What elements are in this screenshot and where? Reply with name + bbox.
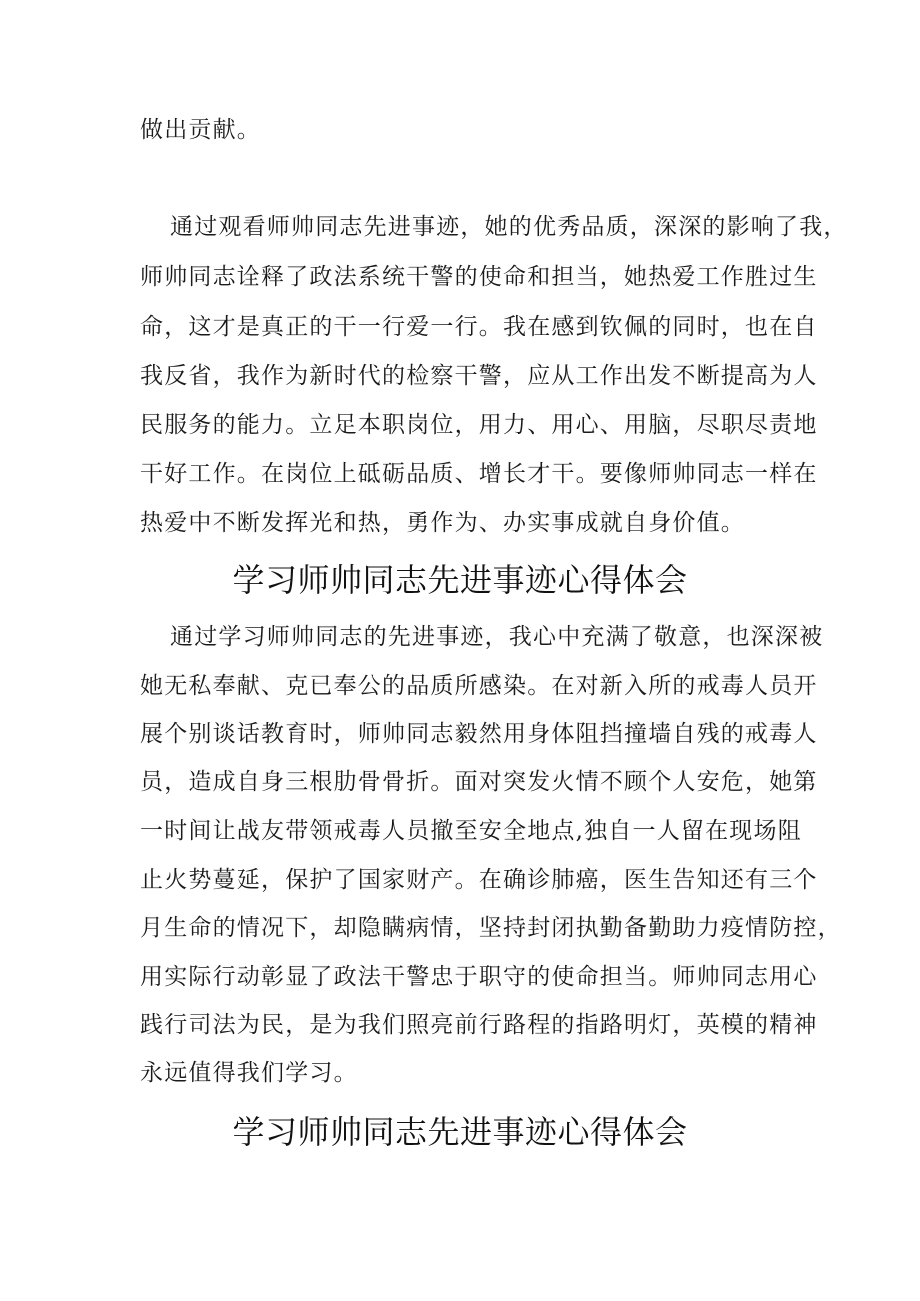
paragraph-1-line: 通过观看师帅同志先进事迹，她的优秀品质，深深的影响了我，: [170, 214, 848, 240]
paragraph-2-line: 止火势蔓延，保护了国家财产。在确诊肺癌，医生告知还有三个: [140, 867, 818, 893]
paragraph-2-line: 永远值得我们学习。: [140, 1060, 358, 1086]
paragraph-2-line: 她无私奉献、克已奉公的品质所感染。在对新入所的戒毒人员开: [140, 673, 818, 699]
paragraph-2-line: 月生命的情况下，却隐瞒病情，坚持封闭执勤备勤助力疫情防控，: [140, 915, 842, 941]
paragraph-1-line: 命，这才是真正的干一行爱一行。我在感到钦佩的同时，也在自: [140, 314, 818, 340]
paragraph-2-line: 践行司法为民，是为我们照亮前行路程的指路明灯，英模的精神: [140, 1012, 818, 1038]
paragraph-1-line: 我反省，我作为新时代的检察干警，应从工作出发不断提高为人: [140, 363, 818, 389]
paragraph-2-line: 用实际行动彰显了政法干警忠于职守的使命担当。师帅同志用心: [140, 964, 818, 990]
section-heading: 学习师帅同志先进事迹心得体会: [232, 1113, 688, 1151]
paragraph-2-line: 员，造成自身三根肋骨骨折。面对突发火情不顾个人安危，她第: [140, 769, 818, 795]
section-heading: 学习师帅同志先进事迹心得体会: [232, 561, 688, 599]
paragraph-continuation-line: 做出贡献。: [140, 117, 261, 143]
paragraph-1-line: 热爱中不断发挥光和热，勇作为、办实事成就自身价值。: [140, 510, 745, 536]
paragraph-1-line: 民服务的能力。立足本职岗位，用力、用心、用脑，尽职尽责地: [140, 412, 818, 438]
paragraph-1-line: 师帅同志诠释了政法系统干警的使命和担当，她热爱工作胜过生: [140, 264, 818, 290]
paragraph-2-line: 展个别谈话教育时，师帅同志毅然用身体阻挡撞墙自残的戒毒人: [140, 721, 818, 747]
paragraph-2-line: 一时间让战友带领戒毒人员撤至安全地点,独自一人留在现场阻: [140, 818, 802, 844]
paragraph-1-line: 干好工作。在岗位上砥砺品质、增长才干。要像师帅同志一样在: [140, 461, 818, 487]
paragraph-2-line: 通过学习师帅同志的先进事迹，我心中充满了敬意，也深深被: [170, 624, 824, 650]
